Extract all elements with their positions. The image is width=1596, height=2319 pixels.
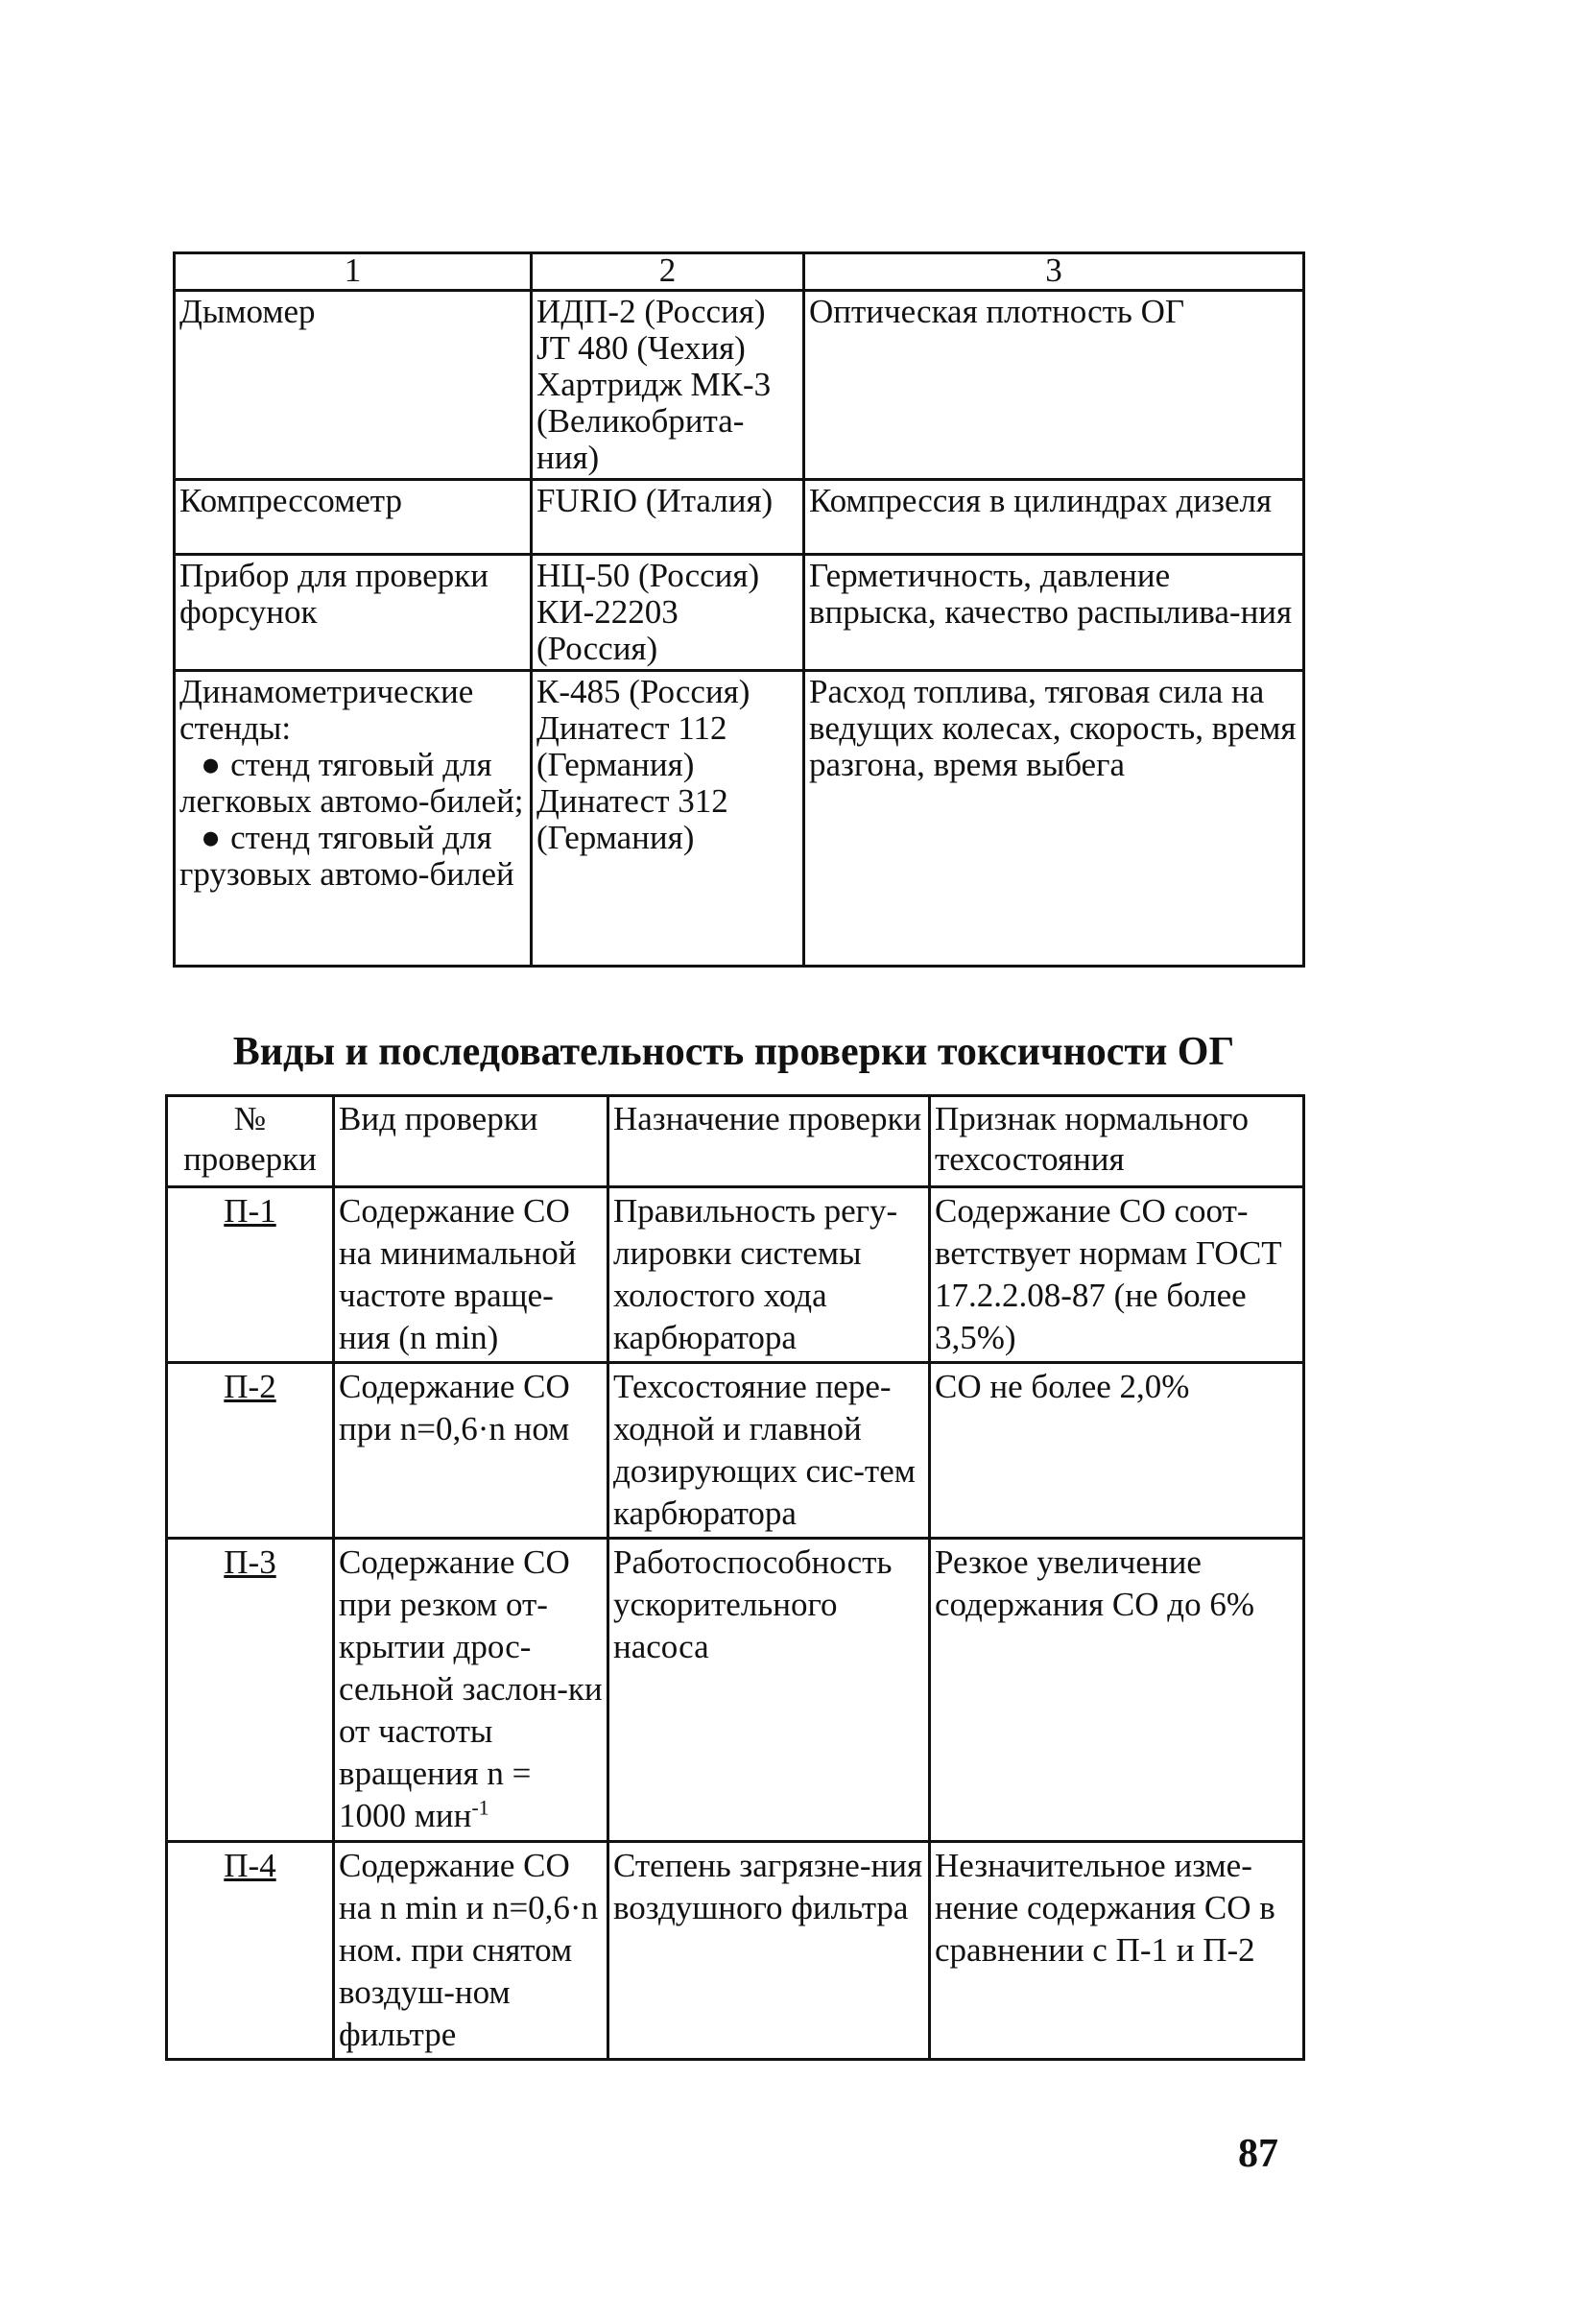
check-number: П-1	[167, 1187, 334, 1363]
table-row	[167, 1187, 1304, 1363]
parameter-cell: Расход топлива, тяговая сила на ведущих колесах, скорость, время разгона, время выбега	[804, 671, 1304, 967]
check-purpose: Работоспособность ускорительного насоса	[608, 1539, 930, 1842]
table-row	[175, 480, 1304, 555]
bullet-icon: ●	[201, 746, 222, 783]
check-kind: Содержание СО при n=0,6·n ном	[334, 1363, 608, 1539]
section-heading: Виды и последовательность проверки токсичности ОГ	[232, 1030, 1235, 1074]
check-purpose: Техсостояние пере-ходной и главной дозирующих сис-тем карбюратора	[608, 1363, 930, 1539]
column-header: 3	[804, 253, 1304, 291]
table-row	[175, 671, 1304, 967]
check-kind: Содержание СО на минимальной частоте враще-ния (n min)	[334, 1187, 608, 1363]
instrument-cell	[175, 671, 532, 967]
check-sign: Незначительное изме-нение содержания СО в сравнении с П-1 и П-2	[930, 1842, 1304, 2060]
model-cell: FURIO (Италия)	[532, 480, 804, 555]
page-number: 87	[1238, 2132, 1278, 2176]
parameter-cell: Герметичность, давление впрыска, качество распылива-ния	[804, 555, 1304, 671]
check-number: П-3	[167, 1539, 334, 1842]
instruments-table	[173, 251, 1305, 968]
parameter-cell: Оптическая плотность ОГ	[804, 291, 1304, 480]
list-item: ● стенд тяговый для легковых автомо-билей;	[179, 746, 524, 820]
table-row	[167, 1363, 1304, 1539]
column-header-kind: Вид проверки	[334, 1096, 608, 1187]
column-header-purpose: Назначение проверки	[608, 1096, 930, 1187]
check-sign: Резкое увеличение содержания СО до 6%	[930, 1539, 1304, 1842]
column-header: 2	[532, 253, 804, 291]
table-row	[167, 1539, 1304, 1842]
table-header-row	[167, 1096, 1304, 1187]
stand-list	[179, 747, 526, 893]
instrument-cell: Дымомер	[175, 291, 532, 480]
check-number: П-2	[167, 1363, 334, 1539]
check-kind: Содержание СО на n min и n=0,6·n ном. при снятом воздуш-ном фильтре	[334, 1842, 608, 2060]
check-purpose: Степень загрязне-ния воздушного фильтра	[608, 1842, 930, 2060]
check-number: П-4	[167, 1842, 334, 2060]
table-header-row	[175, 253, 1304, 291]
parameter-cell: Компрессия в цилиндрах дизеля	[804, 480, 1304, 555]
model-cell: ИДП-2 (Россия) JT 480 (Чехия) Хартридж МК-3 (Великобрита-ния)	[532, 291, 804, 480]
column-header: 1	[175, 253, 532, 291]
instrument-cell: Компрессометр	[175, 480, 532, 555]
instrument-cell: Прибор для проверки форсунок	[175, 555, 532, 671]
table-row	[175, 291, 1304, 480]
table-row	[175, 555, 1304, 671]
column-header-number: № проверки	[167, 1096, 334, 1187]
table-row	[167, 1842, 1304, 2060]
model-cell: НЦ-50 (Россия) КИ-22203 (Россия)	[532, 555, 804, 671]
list-item: ● стенд тяговый для грузовых автомо-билей	[179, 819, 514, 893]
toxicity-check-table	[165, 1094, 1305, 2061]
model-cell: К-485 (Россия) Динатест 112 (Германия) Динатест 312 (Германия)	[532, 671, 804, 967]
check-purpose: Правильность регу-лировки системы холостого хода карбюратора	[608, 1187, 930, 1363]
column-header-sign: Признак нормального техсостояния	[930, 1096, 1304, 1187]
check-sign: СО не более 2,0%	[930, 1363, 1304, 1539]
bullet-icon: ●	[201, 819, 222, 856]
check-kind: Содержание СО при резком от-крытии дрос-сельной заслон-ки от частоты вращения n = 1000 мин$^{-1}$	[334, 1539, 608, 1842]
check-sign: Содержание СО соот-ветствует нормам ГОСТ 17.2.2.08-87 (не более 3,5%)	[930, 1187, 1304, 1363]
exponent: -1	[471, 1795, 489, 1820]
instrument-title: Динамометрические стенды:	[179, 673, 474, 747]
